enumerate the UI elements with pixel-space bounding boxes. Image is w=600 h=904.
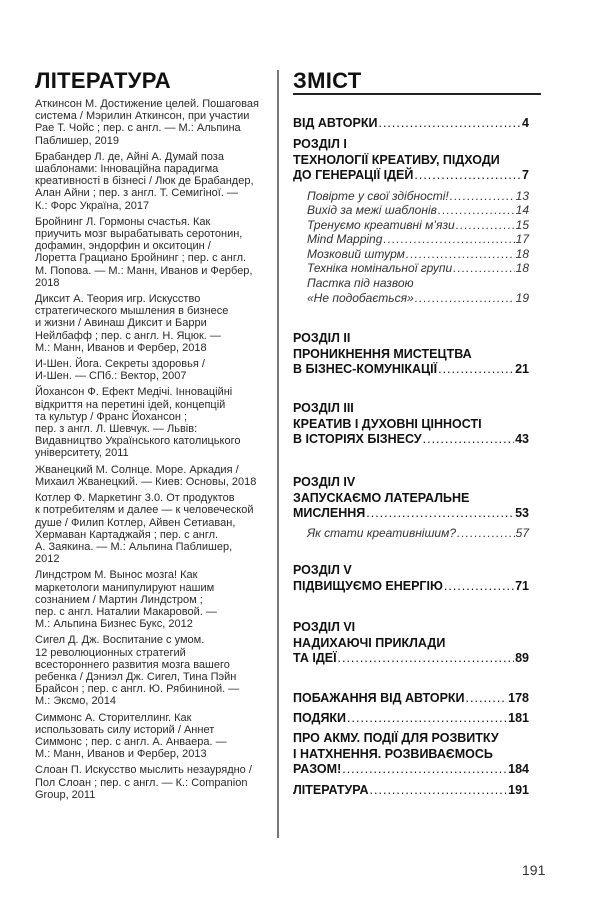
- bibliography-line: И-Шен. — СПб.: Вектор, 2007: [35, 370, 187, 383]
- bibliography-line: душе / Филип Котлер, Айвен Сетиаван,: [35, 516, 236, 529]
- toc-subentry: [307, 189, 529, 204]
- bibliography-line: шаблонами: Інноваційна парадигма: [35, 163, 219, 176]
- dot-leader: [415, 291, 515, 306]
- bibliography-entry: [35, 293, 267, 354]
- bibliography-line: Брабандер Л. де, Айні А. Думай поза: [35, 150, 224, 163]
- bibliography-line: приучить мозг вырабатывать серотонин,: [35, 228, 243, 241]
- toc-entry: [293, 475, 529, 522]
- bibliography-entry: [35, 712, 267, 761]
- toc-heading-rule: [293, 93, 541, 95]
- bibliography-line: Линдстром М. Вынос мозга! Как: [35, 569, 198, 582]
- toc-entry-title: ЛІТЕРАТУРА: [293, 783, 369, 797]
- bibliography-line: Пол Слоан ; пер. с англ. — К.: Companion: [35, 776, 248, 789]
- toc-entry-title: Mind Mapping: [307, 232, 383, 246]
- toc-entry-title: ВІД АВТОРКИ: [293, 116, 378, 130]
- toc-entry-leader-row: [307, 203, 529, 218]
- bibliography-entry: [35, 569, 267, 630]
- toc-page-number: 7: [522, 168, 529, 182]
- toc-page-number: 57: [515, 526, 529, 540]
- bibliography-line: сознанием / Мартин Линдстром ;: [35, 593, 203, 606]
- toc-subentry: [307, 247, 529, 262]
- bibliography-line: Видавництво Українського католицького: [35, 435, 241, 448]
- toc-entry-line: КРЕАТИВ І ДУХОВНІ ЦІННОСТІ: [293, 416, 482, 431]
- toc-page-number: 21: [515, 362, 529, 376]
- toc-entry-title: Мозковий штурм: [307, 247, 405, 261]
- toc-entry-line: РОЗДІЛ VI: [293, 620, 356, 634]
- toc-entry-leader-row: [307, 291, 529, 306]
- toc-entry-leader-row: [293, 711, 529, 727]
- bibliography-line: Симмонс ; пер. с англ. А. Анваера. —: [35, 735, 227, 748]
- toc-page-number: 43: [515, 432, 529, 446]
- bibliography-line: університету, 2011: [35, 447, 129, 460]
- toc-entry-leader-row: [307, 189, 529, 204]
- dot-leader: [366, 506, 514, 522]
- bibliography-entry: [35, 98, 267, 147]
- bibliography-heading: ЛІТЕРАТУРА: [35, 68, 171, 93]
- bibliography-line: Брайсон ; пер. с англ. Ю. Рябининой. —: [35, 683, 240, 696]
- toc-entry-leader-row: [307, 261, 529, 276]
- dot-leader: [338, 651, 515, 667]
- dot-leader: [438, 362, 514, 378]
- toc-entry-line: РОЗДІЛ І: [293, 137, 347, 151]
- bibliography-line: креативності в бізнесі / Люк де Брабандер,: [35, 175, 254, 188]
- bibliography-line: А. Заякина. — М.: Альпина Паблишер,: [35, 540, 233, 553]
- toc-entry-line: Пастка під назвою: [307, 276, 414, 290]
- dot-leader: [466, 691, 508, 707]
- dot-leader: [450, 189, 515, 204]
- toc-heading: ЗМІСТ: [293, 68, 362, 93]
- bibliography-line: Алан Айни ; пер. з англ. Т. Семигіної. —: [35, 187, 238, 200]
- toc-page-number: 18: [515, 261, 529, 275]
- toc-entry-line: ПРОНИКНЕННЯ МИСТЕЦТВА: [293, 346, 472, 361]
- bibliography-line: Симмонс А. Сторителлинг. Как: [35, 711, 192, 724]
- toc-entry-line: РОЗДІЛ IV: [293, 475, 356, 489]
- toc-entry-title: Повірте у свої здібності!: [307, 189, 449, 203]
- bibliography-line: Group, 2011: [35, 788, 96, 801]
- toc-subentry: [307, 276, 529, 305]
- bibliography-line: дофамин, эндорфин и окситоцин /: [35, 240, 211, 253]
- bibliography-list: [35, 98, 267, 805]
- dot-leader: [383, 232, 514, 247]
- page-number: 191: [522, 862, 546, 878]
- toc-page-number: 191: [508, 783, 529, 797]
- toc-page-number: 17: [515, 232, 529, 246]
- toc-page-number: 184: [508, 762, 529, 776]
- toc-entry-leader-row: [293, 783, 529, 799]
- bibliography-entry: [35, 151, 267, 212]
- toc-entry-leader-row: [293, 168, 529, 184]
- bibliography-line: и жизни / Авинаш Диксит и Барри: [35, 317, 207, 330]
- bibliography-line: 12 революционных стратегий: [35, 646, 186, 659]
- toc-entry-title: ПІДВИЩУЄМО ЕНЕРГІЮ: [293, 578, 443, 593]
- bibliography-line: Аткинсон М. Достижение целей. Пошаговая: [35, 98, 259, 110]
- bibliography-line: Слоан П. Искусство мыслить незаурядно /: [35, 764, 252, 777]
- toc-entry-title: В БІЗНЕС-КОМУНІКАЦІЇ: [293, 362, 438, 376]
- toc-entry: [293, 731, 529, 778]
- toc-entry-leader-row: [293, 432, 529, 448]
- toc-entry-leader-row: [293, 116, 529, 132]
- toc-entry: [293, 116, 529, 132]
- bibliography-line: к потребителям и далее — к человеческой: [35, 504, 254, 517]
- bibliography-line: М.: Альпина Бизнес Букс, 2012: [35, 618, 193, 631]
- bibliography-line: Жванецкий М. Солнце. Море. Аркадия /: [35, 463, 239, 476]
- bibliography-line: 2012: [35, 553, 60, 566]
- bibliography-line: стратегического мышления в бизнесе: [35, 305, 229, 318]
- bibliography-entry: [35, 464, 267, 488]
- toc-page-number: 178: [508, 691, 529, 705]
- toc-page-number: 89: [515, 651, 529, 665]
- toc-entry-leader-row: [293, 362, 529, 378]
- toc-entry-title: ПОДЯКИ: [293, 711, 347, 725]
- toc-entry-leader-row: [293, 691, 529, 707]
- bibliography-line: М.: Манн, Иванов и Фербер, 2013: [35, 748, 207, 761]
- bibliography-line: пер. з англ. Л. Шевчук. — Львів:: [35, 423, 198, 436]
- toc-entry-title: Вихід за межі шаблонів: [307, 203, 437, 217]
- toc-entry-leader-row: [293, 651, 529, 667]
- toc-entry-title: Тренуємо креативні м’язи: [307, 218, 455, 232]
- bibliography-line: всестороннего развития мозга вашего: [35, 658, 230, 671]
- toc-page-number: 181: [508, 711, 529, 725]
- bibliography-entry: [35, 492, 267, 565]
- toc-entry-line: РОЗДІЛ ІІІ: [293, 401, 354, 415]
- dot-leader: [456, 218, 515, 233]
- toc-entry-leader-row: [293, 579, 529, 595]
- toc-page-number: 4: [522, 116, 529, 130]
- bibliography-line: Михаил Жванецкий. — Киев: Основы, 2018: [35, 475, 257, 488]
- dot-leader: [347, 711, 507, 727]
- bibliography-line: Лоретта Грациано Бройнинг ; пер. с англ.: [35, 252, 247, 265]
- toc-entry: [293, 401, 529, 448]
- toc-entry-title: «Не подобається»: [307, 290, 414, 305]
- dot-leader: [457, 526, 515, 541]
- bibliography-line: Рае Т. Чойс ; пер. с англ. — М.: Альпина: [35, 122, 241, 135]
- toc-page-number: 71: [515, 578, 529, 593]
- toc-subentry: [307, 261, 529, 276]
- bibliography-line: Диксит А. Теория игр. Искусство: [35, 293, 201, 306]
- toc-entry: [293, 620, 529, 667]
- bibliography-line: Хермаван Картаджайя ; пер. с англ.: [35, 528, 219, 541]
- bibliography-line: Котлер Ф. Маркетинг 3.0. От продуктов: [35, 492, 235, 505]
- toc-entry-line: ЗАПУСКАЄМО ЛАТЕРАЛЬНЕ: [293, 490, 470, 505]
- toc-page-number: 18: [515, 247, 529, 261]
- dot-leader: [438, 203, 515, 218]
- toc-page-number: 14: [515, 203, 529, 217]
- toc-entry-line: І НАТХНЕННЯ. РОЗВИВАЄМОСЬ: [293, 746, 493, 761]
- toc-entry-line: ТЕХНОЛОГІЇ КРЕАТИВУ, ПІДХОДИ: [293, 152, 500, 167]
- toc-entry-line: НАДИХАЮЧІ ПРИКЛАДИ: [293, 635, 446, 650]
- bibliography-line: Паблишер, 2019: [35, 134, 120, 147]
- bibliography-line: 2018: [35, 276, 60, 289]
- bibliography-line: Сигел Д. Дж. Воспитание с умом.: [35, 634, 205, 647]
- dot-leader: [406, 247, 515, 262]
- dot-leader: [423, 432, 514, 448]
- dot-leader: [378, 116, 521, 132]
- toc-subentry: [307, 203, 529, 218]
- bibliography-entry: [35, 634, 267, 707]
- toc-entry-title: ТА ІДЕЇ: [293, 651, 337, 665]
- toc-entry: [293, 691, 529, 707]
- toc-subentry: [307, 232, 529, 247]
- bibliography-line: система / Мэрилин Аткинсон, при участии: [35, 110, 250, 123]
- toc-entry-leader-row: [293, 762, 529, 778]
- bibliography-entry: [35, 764, 267, 801]
- bibliography-line: відкриття на перетині ідей, концепцій: [35, 398, 226, 411]
- bibliography-line: пер. с англ. Наталии Макаровой. —: [35, 605, 217, 618]
- dot-leader: [342, 762, 507, 778]
- dot-leader: [414, 168, 521, 184]
- bibliography-line: Йохансон Ф. Ефект Медічі. Інноваційні: [35, 386, 233, 399]
- toc-entry-title: ПОБАЖАННЯ ВІД АВТОРКИ: [293, 691, 465, 705]
- bibliography-line: та культур / Франс Йохансон ;: [35, 410, 188, 423]
- bibliography-line: Нейлбафф ; пер. с англ. Н. Яцюк. —: [35, 329, 221, 342]
- toc-entry: [293, 711, 529, 727]
- toc-entry: [293, 563, 529, 594]
- bibliography-line: использовать силу историй / Аннет: [35, 723, 215, 736]
- dot-leader: [370, 783, 508, 799]
- bibliography-line: Бройнинг Л. Гормоны счастья. Как: [35, 215, 211, 228]
- bibliography-line: М.: Манн, Иванов и Фербер, 2018: [35, 341, 207, 354]
- toc-entry-line: РОЗДІЛ V: [293, 563, 352, 577]
- bibliography-entry: [35, 386, 267, 459]
- toc-entry: [293, 331, 529, 378]
- dot-leader: [444, 579, 514, 595]
- toc-entry-title: МИСЛЕННЯ: [293, 506, 366, 520]
- toc-entry-title: Як стати креативнішим?: [307, 526, 457, 540]
- toc-page-number: 15: [515, 218, 529, 232]
- bibliography-line: И-Шен. Йога. Секреты здоровья /: [35, 358, 205, 371]
- bibliography-entry: [35, 358, 267, 382]
- toc-entry-line: ПРО АКМУ. ПОДІЇ ДЛЯ РОЗВИТКУ: [293, 731, 499, 745]
- toc-entry: [293, 783, 529, 799]
- toc-subentry: [307, 218, 529, 233]
- toc-entry-leader-row: [293, 506, 529, 522]
- toc-entry-leader-row: [307, 247, 529, 262]
- toc-page-number: 53: [515, 506, 529, 520]
- toc-entry-title: В ІСТОРІЯХ БІЗНЕСУ: [293, 432, 422, 446]
- toc-entry-leader-row: [307, 218, 529, 233]
- bibliography-entry: [35, 216, 267, 289]
- toc-entry-title: РАЗОМ!: [293, 762, 342, 776]
- bibliography-line: маркетологи манипулируют нашим: [35, 581, 215, 594]
- toc-page-number: 13: [515, 189, 529, 203]
- toc-page-number: 19: [515, 290, 529, 305]
- toc-subentry: [307, 526, 529, 541]
- bibliography-line: К.: Форс Україна, 2017: [35, 199, 150, 212]
- bibliography-line: М. Попова. — М.: Манн, Иванов и Фербер,: [35, 264, 253, 277]
- toc-entry-leader-row: [307, 526, 529, 541]
- toc-entry-title: Техніка номінальної групи: [307, 261, 453, 275]
- dot-leader: [453, 261, 514, 276]
- toc-entry-title: ДО ГЕНЕРАЦІЇ ІДЕЙ: [293, 168, 414, 182]
- column-divider: [277, 70, 279, 838]
- bibliography-line: ребенка / Дэниэл Дж. Сигел, Тина Пэйн: [35, 670, 237, 683]
- toc-entry: [293, 137, 529, 184]
- toc-entry-line: РОЗДІЛ ІІ: [293, 331, 351, 345]
- toc-entry-leader-row: [307, 232, 529, 247]
- bibliography-line: М.: Эксмо, 2014: [35, 695, 116, 708]
